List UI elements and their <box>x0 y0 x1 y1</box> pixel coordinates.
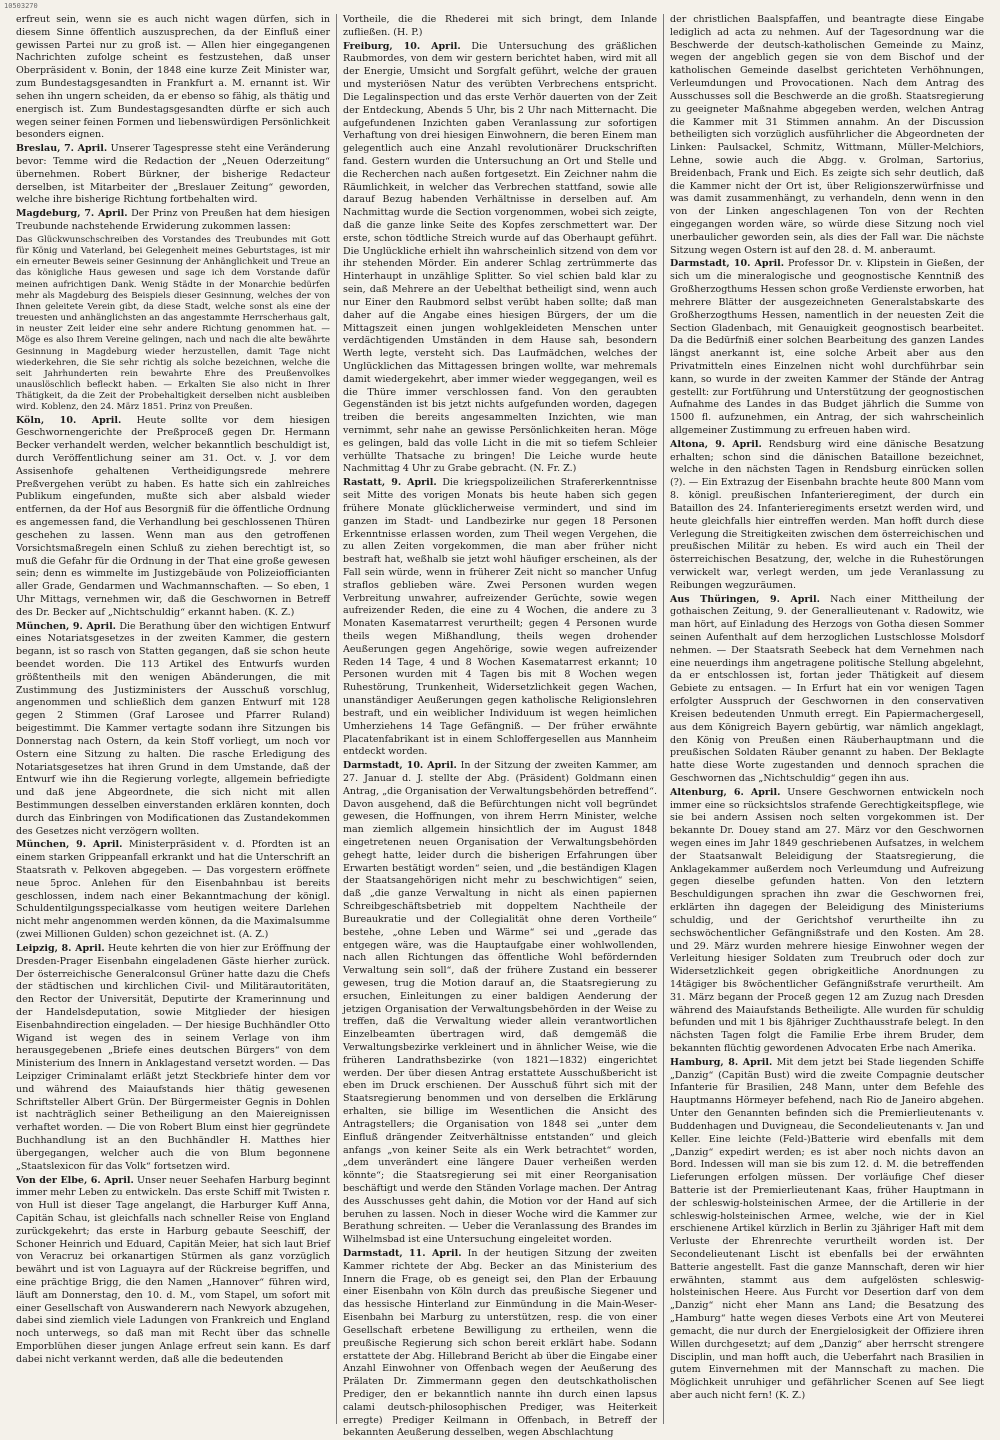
article-paragraph <box>16 415 330 620</box>
article-paragraph <box>16 208 330 234</box>
article-paragraph <box>16 943 330 1174</box>
article-paragraph <box>16 621 330 839</box>
article-text: In der heutigen Sitzung der zweiten Kammer richtete der Abg. Becker an das Ministerium des Innern die Frage, ob es geneigt sei, den Plan der Erbauung einer Eisenbahn von Köln durch das preußische Siegener und das hessische Hinterland zur Einmündung in die Main-Weser-Eisenbahn bei Marburg zu unterstützen, resp. die von einer Gesellschaft erbetene Bewilligung zu ertheilen, wenn die preußische Regierung sich schon bereit erklärt habe. Sodann erstattete der Abg. Hillebrand Bericht ab über die Eingabe einer Anzahl Einwohner von Offenbach wegen der Aeußerung des Prälaten Dr. Zimmermann gegen den deutschkatholischen Prediger, den er bekanntlich nannte ihn durch einen lapsus calami deutsch-philosophischen Prediger, was Heiterkeit erregte) Prediger Keilmann in Offenbach, in Betreff der bekannten Aeußerung desselben, wegen Abschlachtung <box>343 1248 657 1439</box>
article-dateline: Altenburg, 6. April. <box>670 786 781 798</box>
article-text: Heute sollte vor dem hiesigen Geschwornengerichte der Preßproceß gegen Dr. Hermann Becker verhandelt werden, welcher bekanntlich beschuldigt ist, durch Veröffentlichung seiner am 31. Oct. v. J. vor dem Assisenhofe gehaltenen Vertheidigungsrede mehrere Preßvergehen verübt zu haben. Es hatte sich ein zahlreiches Publikum eingefunden, mußte sich aber alsbald wieder entfernen, da der Hof aus Besorgniß für die öffentliche Ordnung es angemessen fand, die Verhandlung bei geschlossenen Thüren geschehen zu lassen. Wenn man aus den getroffenen Vorsichtsmaßregeln einen Schluß zu ziehen berechtigt ist, so muß die Gefahr für die Ordnung in der That eine große gewesen sein; denn es wimmelte im Justizgebäude von Polizeiofficianten aller Grade, Gendarmen und Wachmannschaften. — So eben, 1 Uhr Mittags, vernehmen wir, daß die Geschwornen in Betreff des Dr. Becker auf „Nichtschuldig“ erkannt haben. (K. Z.) <box>16 414 330 618</box>
article-text: Heute kehrten die von hier zur Eröffnung der Dresden-Prager Eisenbahn eingeladenen Gäste hierher zurück. Der österreichische Generalconsul Grüner hatte dazu die Chefs der städtischen und kirchlichen Civil- und Militärautoritäten, den Rector der Universität, Deputirte der Kramerinnung und der Handelsdeputation, sowie Mitglieder der hiesigen Eisenbahndirection eingeladen. — Der hiesige Buchhändler Otto Wigand ist wegen des in seinem Verlage von ihm herausgegebenen „Briefe eines deutschen Bürgers“ von dem Ministerium des Innern in Anklagestand versetzt worden. — Das Leipziger Criminalamt erläßt jetzt Steckbriefe hinter dem vor und während des Maiaufstands hier thätig gewesenen Schriftsteller Albert Grün. Der Bürgermeister Gegnis in Dohlen ist nachträglich seiner Betheiligung an den Maiereignissen verhaftet worden. — Die von Robert Blum einst hier gegründete Buchhandlung ist an den Buchhändler H. Matthes hier übergegangen, welcher auch die von Blum begonnene „Staatslexicon für das Volk“ fortsetzen wird. <box>16 942 330 1172</box>
article-text: Ministerpräsident v. d. Pfordten ist an einem starken Grippeanfall erkrankt und hat die Unterschrift an Staatsrath v. Pelkoven abgegeben. — Das vorgestern eröffnete neue 5proc. Anlehen für den Eisenbahnbau ist bereits geschlossen, indem nach einer Bekanntmachung der königl. Schuldentilgungsspecialkasse vom heutigen weitere Darlehen nicht mehr angenommen werden können, da die Maximalsumme (zwei Millionen Gulden) schon gezeichnet ist. (A. Z.) <box>16 839 330 941</box>
article-dateline: Magdeburg, 7. April. <box>16 208 128 220</box>
article-text: Die Untersuchung des gräßlichen Raubmordes, von dem wir gestern berichtet haben, wird mit all der Energie, Umsicht und Sorgfalt geführt, welche der grauen und mysteriösen Natur des verübten Verbrechens entspricht. Die Legalinspection und das erste Verhör dauerten von der Zeit der Entdeckung, Abends 5 Uhr, bis 2 Uhr nach Mitternacht. Die aufgefundenen Inzichten gaben Veranlassung zur sofortigen Verhaftung von drei hiesigen Einwohnern, die beren Einem man gelegentlich auch eine Anzahl revolutionärer Druckschriften fand. Gestern wurden die Untersuchung an Ort und Stelle und die Recherchen nach außen fortgesetzt. Ein Zeichner nahm die Räumlichkeit, in welcher das Verbrechen stattfand, sowie alle darauf Bezug habenden Verhältnisse in derselben auf. Am Nachmittag wurde die Section vorgenommen, wobei sich zeigte, daß die ganze linke Seite des Kopfes zerschmettert war. Der erste, schon tödtliche Streich wurde auf das Oberhaupt geführt. Die Unglückliche erhielt ihn wahrscheinlich sitzend von dem vor ihr stehenden Mörder. Ein anderer Schlag zertrümmerte das Hinterhaupt in unzählige Splitter. So viel schien bald klar zu sein, daß Mehrere an der Uebelthat betheiligt sind, wenn auch nur Einer den Raubmord selbst verübt haben sollte; daß man daher auf die Angabe eines hiesigen Bürgers, der um die Mittagszeit einen jungen wohlgekleideten Menschen unter verdächtigenden Umständen in dem Hause sah, besondern Werth legte, versteht sich. Das Laufmädchen, welches der Unglücklichen das Mittagessen bringen wollte, war mehremals damit wiedergekehrt, aber immer wieder weggegangen, weil es die Thüre immer verschlossen fand. Von den geraubten Gegenständen ist bis jetzt nichts aufgefunden worden, dagegen treiben die bereits angesammelten Inzichten, wie man vernimmt, sehr nahe an gewisse Persönlichkeiten heran. Möge es gelingen, bald das volle Licht in die mit so tiefem Schleier verhüllte Thatsache zu bringen! Die Leiche wurde heute Nachmittag 4 Uhr zu Grabe gebracht. (N. Fr. Z.) <box>343 40 657 475</box>
article-paragraph <box>16 1175 330 1367</box>
article-dateline: Leipzig, 8. April. <box>16 942 105 954</box>
article-text: der christlichen Baalspfaffen, und beantragte diese Eingabe lediglich ad acta zu nehmen. Auf der Tagesordnung war die Beschwerde der deutsch-katholischen Gemeinde zu Mainz, wegen der angeblich gegen sie von dem Bischof und der katholischen Gemeinde daselbst gerichteten Verhöhnungen, Verleumdungen und Provocationen. Nach dem Antrag des Ausschusses soll die Beschwerde an die großh. Staatsregierung zu geeigneter Maßnahme abgegeben werden, welchen Antrag die Kammer mit 31 Stimmen annahm. An der Discussion betheiligten sich vorzüglich ausführlicher die Abgeordneten der Linken: Paulsackel, Schmitz, Wittmann, Müller-Melchiors, Lehne, sowie auch die Abgg. v. Grolman, Sartorius, Breidenbach, Frank und Eich. Es zeigte sich sehr deutlich, daß die Kammer nicht der Ort ist, über Religionszerwürfnisse und was damit zusammenhängt, zu verhandeln, denn wenn in den von der Linken angeschlagenen Ton von der Rechten eingegangen worden wäre, so würde diese Sitzung noch viel unerbaulicher geworden sein, als dies der Fall war. Die nächste Sitzung wegen Ostern ist auf den 28. d. M. anberaumt. <box>670 14 984 256</box>
article-paragraph <box>670 439 984 593</box>
article-paragraph <box>343 1248 657 1440</box>
article-text: Die kriegspolizeilichen Strafererkenntnisse seit Mitte des vorigen Monats bis heute haben sich gegen frühere Monate glücklicherweise vermindert, und sind im ganzen im Stadt- und Landbezirke nur gegen 18 Personen Erkenntnisse erlassen worden, zum Theil wegen Vergehen, die zu allen Zeiten vorgekommen, die man aber früher nicht bestraft hat, weßhalb sie jetzt wohl häufiger erscheinen, als der Fall sein würde, wenn in früherer Zeit nicht so mancher Unfug straflos geblieben wäre. Zwei Personen wurden wegen Verbreitung unwahrer, aufreizender Gerüchte, sowie wegen aufreizender Reden, die eine zu 4 Wochen, die andere zu 3 Monaten Kasematarrest verurtheilt; gegen 4 Personen wurde theils wegen Mißhandlung, theils wegen drohender Aeußerungen gegen Angehörige, sowie wegen aufreizender Reden 14 Tage, 4 und 8 Wochen Kasematarrest erkannt; 10 Personen wurden mit 4 Tagen bis mit 8 Wochen wegen Ruhestörung, Trunkenheit, Widersetzlichkeit gegen Wachen, unanständiger Aeußerungen gegen katholische Religionslehren bestraft, und ein weiblicher Individuum ist wegen heimlichen Umherziehens 14 Tage Gefängniß. — Der früher erwähnte Placatenfabrikant ist in einem Schloffergesellen aus Mannheim entdeckt worden. <box>343 477 658 758</box>
article-paragraph <box>16 839 330 942</box>
column-1 <box>10 14 336 1424</box>
article-dateline: Darmstadt, 10. April. <box>343 760 457 772</box>
article-text: Das Glückwunschschreiben des Vorstandes des Treubundes mit Gott für König und Vaterland, bei Gelegenheit meines Geburtstages, ist mir ein erneuter Beweis seiner Gesinnung der Anhänglichkeit und Treue an das königliche Haus gewesen und sage ich dem Vorstande dafür meinen aufrichtigen Dank. Wenig Städte in der Monarchie bedürfen mehr als Magdeburg des Beispiels dieser Gesinnung, welches der von Ihnen geleitete Verein gibt, da diese Stadt, welche sonst als eine der treuesten und anhänglichsten an das angestammte Herrscherhaus galt, in neuster Zeit leider eine sehr andere Richtung genommen hat. — Möge es also Ihrem Vereine gelingen, nach und nach die alte bewährte Gesinnung in Magdeburg wieder herzustellen, damit Tage nicht wiederkehren, die Sie sehr richtig als solche bezeichnen, welche die seit Jahrhunderten rein bewahrte Ehre des Preußenvolkes unauslöschlich befleckt haben. — Erkalten Sie also nicht in Ihrer Thätigkeit, da die Zeit der Probehaltigkeit derselben nicht ausbleiben wird. Koblenz, den 24. März 1851. Prinz von Preußen. <box>16 234 330 413</box>
column-2 <box>336 14 663 1439</box>
article-text: Nach einer Mittheilung der gothaischen Zeitung, 9. der Generallieutenant v. Radowitz, wie man hört, auf Einladung des Herzogs von Gotha diesen Sommer seinen Aufenthalt auf dem herzoglichen Lustschlosse Molsdorf nehmen. — Der Staatsrath Seebeck hat dem Vernehmen nach eine neuerdings ihm angetragene politische Stellung abgelehnt, da er entschlossen ist, fortan jeder Thätigkeit auf diesem Gebiete zu entsagen. — In Erfurt hat ein vor wenigen Tagen erfolgter Ausspruch der Geschwornen in den conservativen Kreisen bedeutenden Unmuth erregt. Ein Papiermachergesell, aus dem Königreich Bayern gebürtig, war nämlich angeklagt, den König von Preußen einen Räuberhauptmann und die preußischen Soldaten Räuber genannt zu haben. Der Beklagte hatte diese Worte zugestanden und dennoch sprachen die Geschwornen das „Nichtschuldig“ gegen ihn aus. <box>670 593 984 784</box>
article-paragraph <box>343 760 657 1247</box>
article-text: Unser neuer Seehafen Harburg beginnt immer mehr Leben zu entwickeln. Das erste Schiff mit Twisten r. von Hull ist dieser Tage angelangt, die Harburger Kuff Anna, Capitän Schau, ist gleichfalls nach schneller Reise von England zurückgekehrt; das erste in Harburg gebaute Seeschiff, der Schoner Heinrich und Eduard, Capitän Meier, hat sich laut Brief von Veracruz bei orkanartigen Stürmen als ganz vorzüglich bewährt und ist von Laguayra auf der Rückreise begriffen, und eine prächtige Brigg, die den Namen „Hannover“ führen wird, läuft am Donnerstag, den 10. d. M., vom Stapel, um sofort mit einer Gesellschaft von Auswanderern nach Newyork abzugehen, dabei sind ziemlich viele Ladungen von Frankreich und England noch unterwegs, so daß man mit Recht über das schnelle Emporblühen dieser jungen Anlage erfreut sein kann. Es darf dabei nicht verkannt werden, daß alle die bedeutenden <box>16 1174 330 1365</box>
columns-container <box>10 14 990 1439</box>
article-text: Vortheile, die die Rhederei mit sich bringt, dem Inlande zufließen. (H. P.) <box>343 14 657 38</box>
article-dateline: Köln, 10. April. <box>16 414 122 426</box>
article-dateline: Breslau, 7. April. <box>16 143 108 155</box>
article-paragraph <box>670 594 984 786</box>
article-dateline: München, 9. April. <box>16 839 123 851</box>
article-paragraph <box>16 235 330 414</box>
article-text: Professor Dr. v. Klipstein in Gießen, der sich um die mineralogische und geognostische Kenntniß des Großherzogthums Hessen schon große Verdienste erworben, hat mehrere Blätter der ausgezeichneten Generalstabskarte des Großherzogthums Hessen, namentlich in der neuesten Zeit die Section Gladenbach, mit Genauigkeit geognostisch bearbeitet. Da die Bedürfniß einer solchen Bearbeitung des ganzen Landes längst anerkannt ist, eine solche Arbeit aber aus den Privatmitteln eines Einzelnen nicht wohl durchführbar sein kann, so wurde in der zweiten Kammer der Stände der Antrag gestellt: zur Fortführung und Unterstützung der geognostischen Aufnahme des Landes in das Budget jährlich die Summe von 1500 fl. aufzunehmen, ein Antrag, der sich wahrscheinlich allgemeiner Zustimmung zu erfreuen haben wird. <box>670 258 984 436</box>
article-text: erfreut sein, wenn sie es auch nicht wagen dürfen, sich in diesem Sinne öffentlich auszusprechen, da der Einfluß einer gewissen Partei nur zu groß ist. — Allen hier eingegangenen Nachrichten zufolge scheint es festzustehen, daß unser Oberpräsident v. Bonin, der 1848 eine kurze Zeit Minister war, zum Bundestagsgesandten in Frankfurt a. M. ernannt ist. Wir sehen ihn ungern scheiden, da er ebenso so fähig, als thätig und energisch ist. Zum Bundestagsgesandten dürfte er sich auch wegen seiner feinen Formen und liebenswürdigen Persönlichkeit besonders eignen. <box>16 14 330 141</box>
article-dateline: Altona, 9. April. <box>670 438 762 450</box>
article-paragraph <box>670 787 984 1056</box>
column-3 <box>663 14 990 1424</box>
article-dateline: Hamburg, 8. April. <box>670 1056 773 1068</box>
article-text: Unsere Geschwornen entwickeln noch immer eine so rücksichtslos strafende Gerechtigkeitspflege, wie sie bei andern Assisen noch selten vorgekommen ist. Der bekannte Dr. Douey stand am 27. März vor den Geschwornen wegen eines im Jahr 1849 geschriebenen Aufsatzes, in welchem der Staatsanwalt Beleidigung der Staatsregierung, die Anklagekammer außerdem noch Verleumdung und Aufreizung gegen dieselbe gefunden hatten. Von den letztern Beschuldigungen sprachen ihn zwar die Geschwornen frei, erklärten ihn dagegen der Beleidigung des Ministeriums schuldig, und der Gerichtshof verurtheilte ihn zu sechswöchentlicher Gefängnißstrafe und den Kosten. Am 28. und 29. März wurden mehrere hiesige Einwohner wegen der Verleitung hiesiger Soldaten zum Treubruch oder doch zur Widersetzlichkeit gegen obrigkeitliche Anordnungen zu 14tägiger bis 8wöchentlicher Gefängnißstrafe verurtheilt. Am 31. März begann der Proceß gegen 12 am Zuzug nach Dresden während des Maiaufstands Betheiligte. Alle wurden für schuldig befunden und mit 1 bis 8jähriger Zuchthausstrafe belegt. In den nächsten Tagen folgt die Familie Erbe ihrem Bruder, dem bekannten flüchtig gewordenen Advocaten Erbe nach Amerika. <box>670 786 985 1054</box>
article-paragraph <box>343 14 657 40</box>
article-text: Unserer Tagespresse steht eine Veränderung bevor: Temme wird die Redaction der „Neuen Oderzeitung“ übernehmen. Robert Bürkner, der bisherige Redacteur derselben, ist Mitarbeiter der „Breslauer Zeitung“ geworden, welche ihre bisherige Richtung fortbehalten wird. <box>16 143 330 206</box>
article-paragraph <box>343 41 657 477</box>
article-paragraph <box>670 258 984 437</box>
article-paragraph <box>343 477 657 759</box>
article-paragraph <box>670 1057 984 1403</box>
article-dateline: Von der Elbe, 6. April. <box>16 1174 134 1186</box>
article-text: Rendsburg wird eine dänische Besatzung erhalten; schon sind die dänischen Bataillone bezeichnet, welche in den nächsten Tagen in Rendsburg einrücken sollen (?). — Ein Extrazug der Eisenbahn brachte heute 800 Mann vom 8. königl. preußischen Infanterieregiment, der durch ein Bataillon des 24. Infanterieregiments ersetzt werden wird, und heute gleichfalls hier eintreffen werden. Man hofft durch diese Verlegung die Streitigkeiten zwischen dem österreichischen und preußischen Militär zu heben. Es wird auch ein Theil der österreichischen Besatzung, der, welche in die Ruhestörungen verwickelt war, verlegt werden, um jede Veranlassung zu Reibungen wegzuräumen. <box>670 438 984 591</box>
article-dateline: Darmstadt, 11. April. <box>343 1248 462 1259</box>
article-dateline: Darmstadt, 10. April. <box>670 258 785 270</box>
article-dateline: München, 9. April. <box>16 620 116 632</box>
article-paragraph <box>670 14 984 257</box>
page-id: 10503270 <box>4 2 38 10</box>
article-paragraph <box>16 14 330 142</box>
article-paragraph <box>16 143 330 207</box>
article-text: Der Prinz von Preußen hat dem hiesigen Treubunde nachstehende Erwiderung zukommen lassen: <box>16 208 330 232</box>
article-dateline: Freiburg, 10. April. <box>343 40 461 52</box>
article-dateline: Rastatt, 9. April. <box>343 477 437 489</box>
article-text: Mit dem jetzt bei Stade liegenden Schiffe „Danzig“ (Capitän Bust) wird die zweite Compagnie deutscher Infanterie für Brasilien, 248 Mann, unter dem Befehle des Hauptmanns Hörmeyer befehend, nach Rio de Janeiro abgehen. Unter den Genannten befinden sich die Premierlieutenants v. Buddenhagen und Duvigneau, die Secondelieutenants v. Jan und Keller. Eine leichte (Feld-)Batterie wird ebenfalls mit dem „Danzig“ expedirt werden; es ist aber noch nichts davon an Bord. Indessen will man sie bis zum 12. d. M. die betreffenden Lieferungen erfolgen müssen. Der vorläufige Chef dieser Batterie ist der Premierlieutenant Kaas, früher Hauptmann in der schleswig-holsteinischen Armee, der die Artillerie in der schleswig-holsteinischen Armee, welche, wie der in Kiel erschienene Artikel kürzlich in Berlin zu 3jähriger Haft mit dem Verluste der Ehrenrechte verurtheilt worden ist. Der Secondelieutenant Lischt ist ebenfalls bei der erwähnten Batterie angestellt. Fast die ganze Mannschaft, deren wir hier erwähnten, stammt aus dem aufgelösten schleswig-holsteinischen Heere. Aus Furcht vor Desertion darf von dem „Danzig“ nicht eher Mann ans Land; die Besatzung des „Hamburg“ hatte wegen dieses Verbots eine Art von Meuterei gemacht, die nur durch der Energielosigkeit der Offiziere ihren Willen durchgesetzt; auf dem „Danzig“ aber herrscht strengere Disciplin, und man hofft auch, die Ueberfahrt nach Brasilien in gutem Einvernehmen mit der Mannschaft zu machen. Die Möglichkeit unruhiger und gefährlicher Scenen auf See liegt aber auch nicht fern! (K. Z.) <box>670 1056 984 1401</box>
article-text: Die Berathung über den wichtigen Entwurf eines Notariatsgesetzes in der zweiten Kammer, die gestern begann, ist so rasch von Statten gegangen, daß sie schon heute beendet worden. Die 113 Artikel des Entwurfs wurden größtentheils mit den wenigen Abänderungen, die mit Zustimmung des Justizministers der Ausschuß vorschlug, angenommen und schließlich dem ganzen Entwurf mit 128 gegen 2 Stimmen (Graf Larosee und Pfarrer Ruland) beigestimmt. Die Kammer vertagte sodann ihre Sitzungen bis Donnerstag nach Ostern, da kein Stoff vorliegt, um noch vor Ostern eine Sitzung zu halten. Die rasche Erledigung des Notariatsgesetzes hat ihren Grund in dem Umstande, daß der Entwurf wie ihn die Regierung vorlegte, allgemein befriedigte und daß jene Abgeordnete, die sich nicht mit allen Bestimmungen desselben einverstanden erklären konnten, doch durch das Einbringen von Modificationen das Zustandekommen des Gesetzes nicht verzögern wollten. <box>16 620 331 837</box>
article-dateline: Aus Thüringen, 9. April. <box>670 593 820 605</box>
article-text: In der Sitzung der zweiten Kammer, am 27. Januar d. J. stellte der Abg. (Präsident) Goldmann einen Antrag, „die Organisation der Verwaltungsbehörden betreffend“. Davon ausgehend, daß die Befürchtungen nicht voll begründet gewesen, die Hoffnungen, von ihrem Herrn Minister, welche man ziemlich allgemein hinsichtlich der im August 1848 eingetretenen neuen Organisation der Verwaltungsbehörden gehegt hatte, leider durch die bisherigen Erfahrungen über Erwarten bestätigt worden“ seien, und „die beständigen Klagen der Staatsangehörigen nicht mehr zu beschwichtigen“ seien, daß „die ganze Verwaltung in nicht als einen papiernen Schreibgeschäftsbetrieb mit doppeltem Nachtheile der Bureaukratie und der Collegialität ohne deren Vortheile“ bestehe, „ohne Leben und Wärme“ sei und „gerade das entgegen wäre, was die Hauptaufgabe einer wohlwollenden, nach allen Richtungen das öffentliche Wohl befördernden Verwaltung sein soll“, daß der frühere Zustand ein besserer gewesen, trug die Motion darauf an, die Staatsregierung zu ersuchen, Einleitungen zu einer baldigen Aenderung der jetzigen Organisation der Verwaltungsbehörden in der Weise zu treffen, daß die Verwaltung wieder allein verantwortlichen Einzelbeamten übertragen wird, daß demgemäß die Verwaltungsbezirke verkleinert und in ähnlicher Weise, wie die früheren Landrathsbezirke (von 1821—1832) eingerichtet werden. Der über diesen Antrag erstattete Ausschußbericht ist eben im Druck erschienen. Der Ausschuß führt sich mit der Staatsregierung benommen und von derselben die Erklärung erhalten, sie billige im Wesentlichen die Ansicht des Antragstellers; die Organisation von 1848 sei „unter dem Einfluß drängender Zeitverhältnisse entstanden“ und gleich anfangs „von keiner Seite als ein Werk betrachtet“ worden, „dem unverändert eine längere Dauer verheißen werden könnte“; die Staatsregierung sei mit einer Reorganisation beschäftigt und werde den Ständen Vorlage machen. Der Antrag des Ausschusses geht dahin, die Motion vor der Hand auf sich beruhen zu lassen. Noch in dieser Woche wird die Kammer zur Berathung schreiten. — Ueber die Veranlassung des Brandes im Wilhelmsbad ist eine Untersuchung eingeleitet worden. <box>343 760 657 1246</box>
